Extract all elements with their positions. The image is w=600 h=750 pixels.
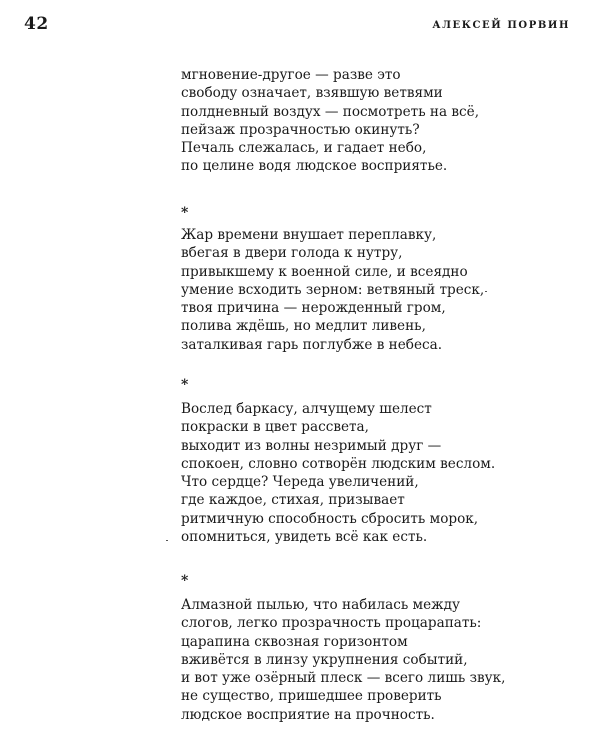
poem-line: пейзаж прозрачностью окинуть? [181, 121, 420, 138]
poem-line: покраски в цвет рассвета, [181, 419, 369, 436]
poem-line: заталкивая гарь поглубже в небеса. [181, 336, 443, 353]
stanza-4 [181, 596, 506, 724]
page-number: 42 [24, 14, 49, 34]
poem-line: царапина сквозная горизонтом [181, 633, 408, 650]
poem-line: умение всходить зерном: ветвяный треск, [181, 281, 485, 298]
stanza-separator: * [181, 377, 189, 393]
stanza-separator: * [181, 205, 189, 221]
stanza-separator: * [181, 573, 189, 589]
poem-line: опомниться, увидеть всё как есть. [181, 529, 428, 546]
poem-line: по целине водя людское восприятье. [181, 158, 448, 175]
poem-line: людское восприятие на прочность. [181, 706, 435, 723]
poem-line: Печаль слежалась, и гадает небо, [181, 140, 427, 157]
poem-line: Что сердце? Череда увеличений, [181, 474, 419, 491]
poem-line: Алмазной пылью, что набилась между [181, 597, 461, 613]
poem-line: и вот уже озёрный плеск — всего лишь звук, [181, 670, 506, 687]
poem-line: твоя причина — нерожденный гром, [181, 300, 446, 317]
poem-line: мгновение-другое — разве это [181, 67, 401, 83]
stanza-1 [181, 66, 479, 176]
poem-line: слогов, легко прозрачность процарапать: [181, 615, 482, 632]
poem-line: где каждое, стихая, призывает [181, 492, 405, 509]
poem-line: не существо, пришедшее проверить [181, 688, 442, 705]
poem-line: свободу означает, взявшую ветвями [181, 85, 443, 102]
poem-line: Жар времени внушает переплавку, [181, 227, 437, 243]
poem-line: ритмичную способность сбросить морок, [181, 510, 479, 527]
running-head-author: АЛЕКСЕЙ ПОРВИН [432, 20, 570, 31]
poem-line: Вослед баркасу, алчущему шелест [181, 401, 432, 417]
poem-line: полива ждёшь, но медлит ливень, [181, 318, 426, 335]
stanza-3 [181, 400, 495, 546]
stanza-2 [181, 226, 484, 354]
poem-line: вживётся в линзу укрупнения событий, [181, 651, 468, 668]
scan-speck [166, 540, 168, 541]
poem-line: выходит из волны незримый друг — [181, 437, 442, 454]
poem-line: привыкшему к военной силе, и всеядно [181, 263, 468, 280]
poem-line: полдневный воздух — посмотреть на всё, [181, 103, 480, 120]
poem-line: вбегая в двери голода к нутру, [181, 245, 403, 262]
scan-speck [485, 291, 487, 292]
poem-line: спокоен, словно сотворён людским веслом. [181, 455, 496, 472]
